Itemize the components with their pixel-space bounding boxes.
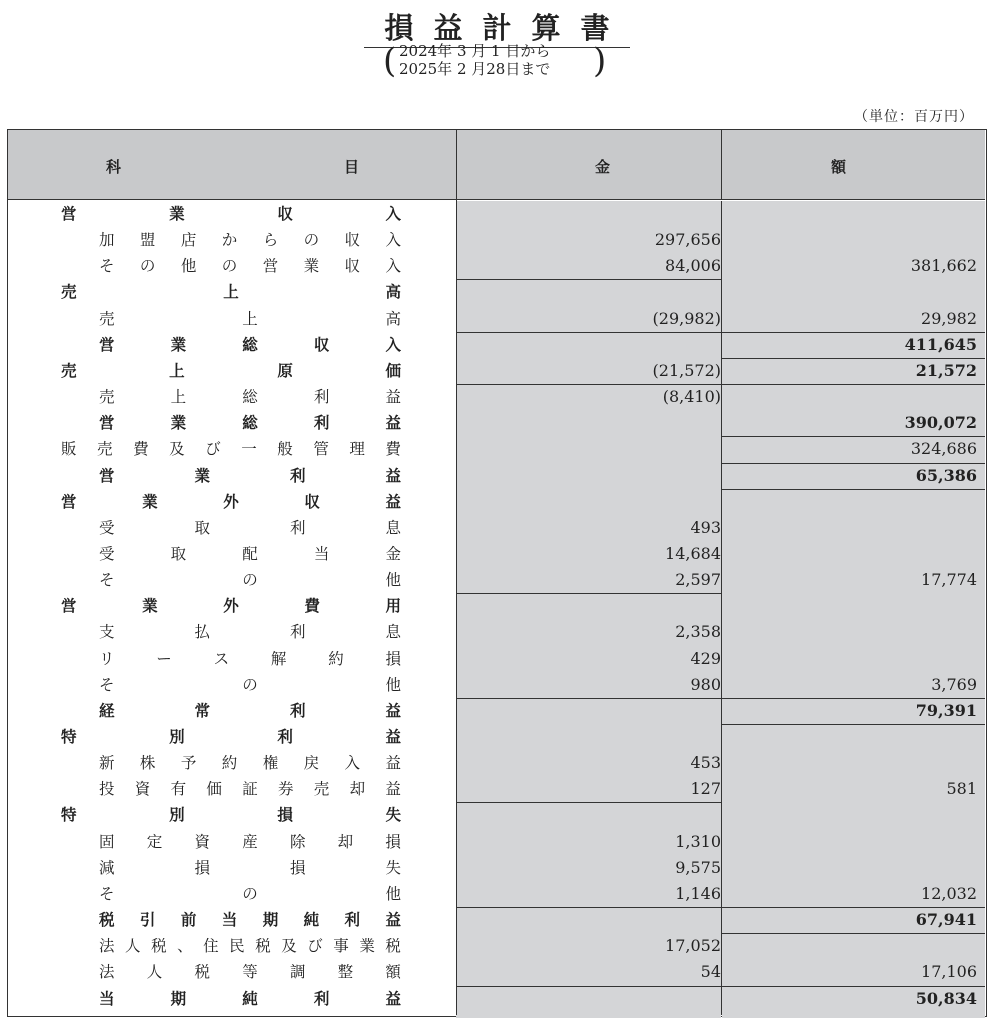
row-amount-total: 50,834 [915, 988, 977, 1008]
row-amount-detail [521, 463, 721, 489]
row-label: 営 業 外 費 用 [61, 596, 401, 616]
row-amount-detail: 9,575 [675, 857, 721, 877]
row-label: 特 別 利 益 [61, 727, 401, 746]
row-label: 投 資 有 価 証 券 売 却 益 [99, 780, 401, 799]
table-row [8, 619, 985, 645]
row-amount-detail: 84,006 [665, 256, 721, 276]
total-rule [721, 384, 985, 385]
row-label: 売 上 高 [61, 282, 401, 302]
row-amount-detail: (29,982) [652, 308, 721, 328]
row-label: 支 払 利 息 [99, 623, 401, 642]
row-amount-total [777, 724, 977, 750]
row-label: 売 上 原 価 [61, 360, 401, 380]
table-row [8, 358, 985, 384]
row-amount-detail [521, 907, 721, 933]
fiscal-period: ( 2024年 3 月 1 日から 2025年 2 月28日まで ) [383, 41, 607, 81]
table-row [8, 698, 985, 724]
row-amount-total [777, 750, 977, 776]
table-row [8, 672, 985, 698]
row-amount-total [777, 384, 977, 410]
row-amount-total [777, 933, 977, 959]
row-amount-detail [521, 802, 721, 828]
table-row [8, 306, 985, 332]
row-amount-total [777, 279, 977, 305]
row-amount-total [777, 829, 977, 855]
row-amount-total [777, 593, 977, 619]
table-row [8, 776, 985, 802]
table-row [8, 646, 985, 672]
row-label: 固 定 資 産 除 却 損 [99, 832, 401, 851]
row-label: 売 上 総 利 益 [99, 388, 401, 407]
row-amount-total: 21,572 [915, 360, 977, 380]
period-start: 2024年 3 月 1 日から [399, 42, 551, 60]
table-row [8, 855, 985, 881]
row-amount-total: 65,386 [915, 465, 977, 485]
row-amount-detail: 14,684 [665, 543, 721, 563]
row-label: 法 人 税 、 住 民 税 及 び 事 業 税 [99, 937, 401, 956]
row-label: 営 業 外 収 益 [61, 491, 401, 511]
table-row [8, 567, 985, 593]
row-label: リ ー ス 解 約 損 [99, 649, 401, 668]
row-label: 受 取 配 当 金 [99, 544, 401, 563]
total-rule [456, 986, 985, 987]
table-row [8, 750, 985, 776]
row-amount-total: 79,391 [915, 700, 977, 720]
table-row [8, 724, 985, 750]
row-amount-detail: 127 [690, 779, 721, 799]
header-divider [721, 130, 722, 199]
row-amount-detail [521, 986, 721, 1012]
row-amount-detail [521, 698, 721, 724]
row-label: 加 盟 店 か ら の 収 入 [99, 231, 401, 250]
row-label: 売 上 高 [99, 309, 401, 328]
row-label: 受 取 利 息 [99, 518, 401, 537]
table-row [8, 201, 985, 227]
row-amount-total [777, 855, 977, 881]
row-amount-detail: 2,597 [675, 570, 721, 590]
table-row [8, 384, 985, 410]
row-amount-detail [521, 410, 721, 436]
row-label: 当 期 純 利 益 [99, 988, 401, 1008]
row-amount-detail: 429 [690, 648, 721, 668]
table-row [8, 541, 985, 567]
table-row [8, 227, 985, 253]
row-label: 営 業 総 利 益 [99, 413, 401, 433]
row-amount-detail: 297,656 [654, 230, 721, 250]
table-row [8, 463, 985, 489]
row-amount-total [777, 619, 977, 645]
row-amount-detail: 17,052 [665, 936, 721, 956]
period-end: 2025年 2 月28日まで [399, 60, 551, 78]
row-amount-detail: 2,358 [675, 622, 721, 642]
row-amount-total: 581 [946, 779, 977, 799]
row-amount-total [777, 201, 977, 227]
row-amount-detail [521, 279, 721, 305]
row-amount-total [777, 646, 977, 672]
row-label: 営 業 利 益 [99, 465, 401, 485]
row-label: 営 業 収 入 [61, 204, 401, 223]
table-row [8, 279, 985, 305]
table-row [8, 253, 985, 279]
table-row [8, 802, 985, 828]
row-label: 販 売 費 及 び 一 般 管 理 費 [61, 440, 401, 459]
row-label: 法 人 税 等 調 整 額 [99, 963, 401, 982]
header-amount-2: 額 [831, 158, 847, 176]
table-row [8, 489, 985, 515]
row-amount-detail: 493 [690, 517, 721, 537]
table-row [8, 986, 985, 1012]
header-subject-1: 科 [106, 158, 122, 176]
row-label: 減 損 損 失 [99, 858, 401, 877]
row-amount-detail: 1,310 [675, 831, 721, 851]
row-amount-total: 381,662 [910, 256, 977, 276]
table-row [8, 907, 985, 933]
row-amount-detail [521, 593, 721, 619]
income-statement-table [7, 129, 987, 1017]
row-label: そ の 他 [99, 675, 401, 694]
table-row [8, 881, 985, 907]
row-amount-total [777, 227, 977, 253]
row-amount-total: 3,769 [931, 674, 977, 694]
table-row [8, 410, 985, 436]
row-amount-total: 67,941 [915, 910, 977, 930]
table-row [8, 829, 985, 855]
table-row [8, 332, 985, 358]
row-amount-detail: (8,410) [662, 387, 721, 407]
table-row [8, 436, 985, 462]
table-row [8, 959, 985, 985]
row-amount-detail [521, 201, 721, 227]
row-amount-total: 324,686 [910, 439, 977, 459]
table-row [8, 515, 985, 541]
header-amount-1: 金 [595, 158, 611, 176]
row-amount-detail [521, 724, 721, 750]
table-row [8, 933, 985, 959]
row-amount-total: 29,982 [921, 308, 977, 328]
header-subject-2: 目 [344, 158, 360, 176]
row-amount-total: 17,106 [921, 962, 977, 982]
row-amount-detail: 980 [690, 674, 721, 694]
row-amount-detail: (21,572) [652, 360, 721, 380]
row-amount-total: 390,072 [904, 413, 977, 433]
row-amount-total: 411,645 [904, 334, 977, 354]
table-header [8, 130, 985, 200]
row-amount-detail [521, 436, 721, 462]
row-label: そ の 他 [99, 884, 401, 903]
row-amount-total: 17,774 [921, 570, 977, 590]
row-label: 経 常 利 益 [99, 700, 401, 720]
row-label: そ の 他 [99, 571, 401, 590]
row-amount-detail: 453 [690, 753, 721, 773]
row-amount-total [777, 802, 977, 828]
unit-label: （単位：百万円） [854, 109, 974, 125]
row-amount-detail: 54 [700, 962, 721, 982]
row-amount-total [777, 489, 977, 515]
row-amount-total [777, 515, 977, 541]
row-amount-total [777, 541, 977, 567]
row-amount-detail: 1,146 [675, 883, 721, 903]
row-label: 新 株 予 約 権 戻 入 益 [99, 754, 401, 773]
table-row [8, 593, 985, 619]
row-label: 営 業 総 収 入 [99, 334, 401, 354]
row-label: そ の 他 の 営 業 収 入 [99, 257, 401, 276]
row-amount-detail [521, 489, 721, 515]
row-amount-total: 12,032 [921, 883, 977, 903]
row-amount-detail [521, 332, 721, 358]
document-title: 損益計算書 [0, 6, 994, 47]
row-label: 税 引 前 当 期 純 利 益 [99, 910, 401, 930]
row-label: 特 別 損 失 [61, 805, 401, 825]
